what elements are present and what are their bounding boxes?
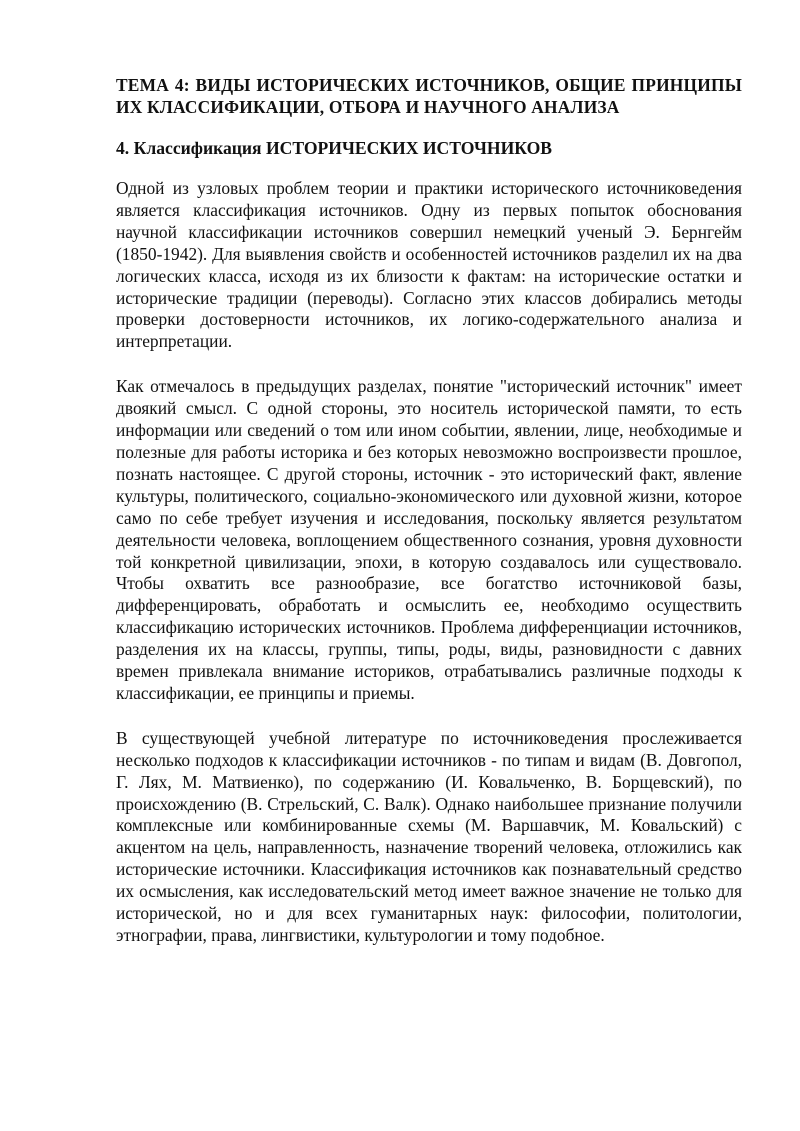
paragraph-2: Как отмечалось в предыдущих разделах, понятие "исторический источник" имеет двоякий смысл. С одной стороны, это носитель исторической памяти, то есть информации или сведений о том или ином событии, явлении, лице, необходимые и полезные для работы историка и без которых невозможно воспроизвести прошлое, познать настоящее. С другой стороны, источник - это исторический факт, явление культуры, политического, социально-экономического или духовной жизни, которое само по себе требует изучения и исследования, поскольку является результатом деятельности человека, воплощением общественного сознания, уровня духовности той конкретной цивилизации, эпохи, в которую создавалось или существовало. Чтобы охватить все разнообразие, все богатство источниковой базы, дифференцировать, обработать и осмыслить ее, необходимо осуществить классификацию исторических источников. Проблема дифференциации источников, разделения их на классы, группы, типы, роды, виды, разновидности с давних времен привлекала внимание историков, отрабатывались различные подходы к классификации, ее принципы и приемы. bbox=[116, 376, 742, 703]
document-page bbox=[116, 74, 742, 947]
section-heading: 4. Классификация ИСТОРИЧЕСКИХ ИСТОЧНИКОВ bbox=[116, 138, 553, 158]
paragraph-3: В существующей учебной литературе по источниковедения прослеживается несколько подходов к классификации источников - по типам и видам (В. Довгопол, Г. Лях, М. Матвиенко), по содержанию (И. Ковальченко, В. Борщевский), по происхождению (В. Стрельский, С. Валк). Однако наибольшее признание получили комплексные или комбинированные схемы (М. Варшавчик, М. Ковальский) с акцентом на цель, направленность, назначение творений человека, отложились как исторические источники. Классификация источников как познавательный средство их осмысления, как исследовательский метод имеет важное значение не только для исторической, но и для всех гуманитарных наук: философии, политологии, этнографии, права, лингвистики, культурологии и тому подобное. bbox=[116, 727, 742, 945]
paragraph-1: Одной из узловых проблем теории и практики исторического источниковедения является классификация источников. Одну из первых попыток обоснования научной классификации источников совершил немецкий ученый Э. Бернгейм (1850-1942). Для выявления свойств и особенностей источников разделил их на два логических класса, исходя из их близости к фактам: на исторические остатки и исторические традиции (переводы). Согласно этих классов добирались методы проверки достоверности источников, их логико-содержательного анализа и интерпретации. bbox=[116, 178, 742, 352]
document-title: ТЕМА 4: ВИДЫ ИСТОРИЧЕСКИХ ИСТОЧНИКОВ, ОБЩИЕ ПРИНЦИПЫ ИХ КЛАССИФИКАЦИИ, ОТБОРА И НАУЧНОГО АНАЛИЗА bbox=[116, 75, 742, 117]
